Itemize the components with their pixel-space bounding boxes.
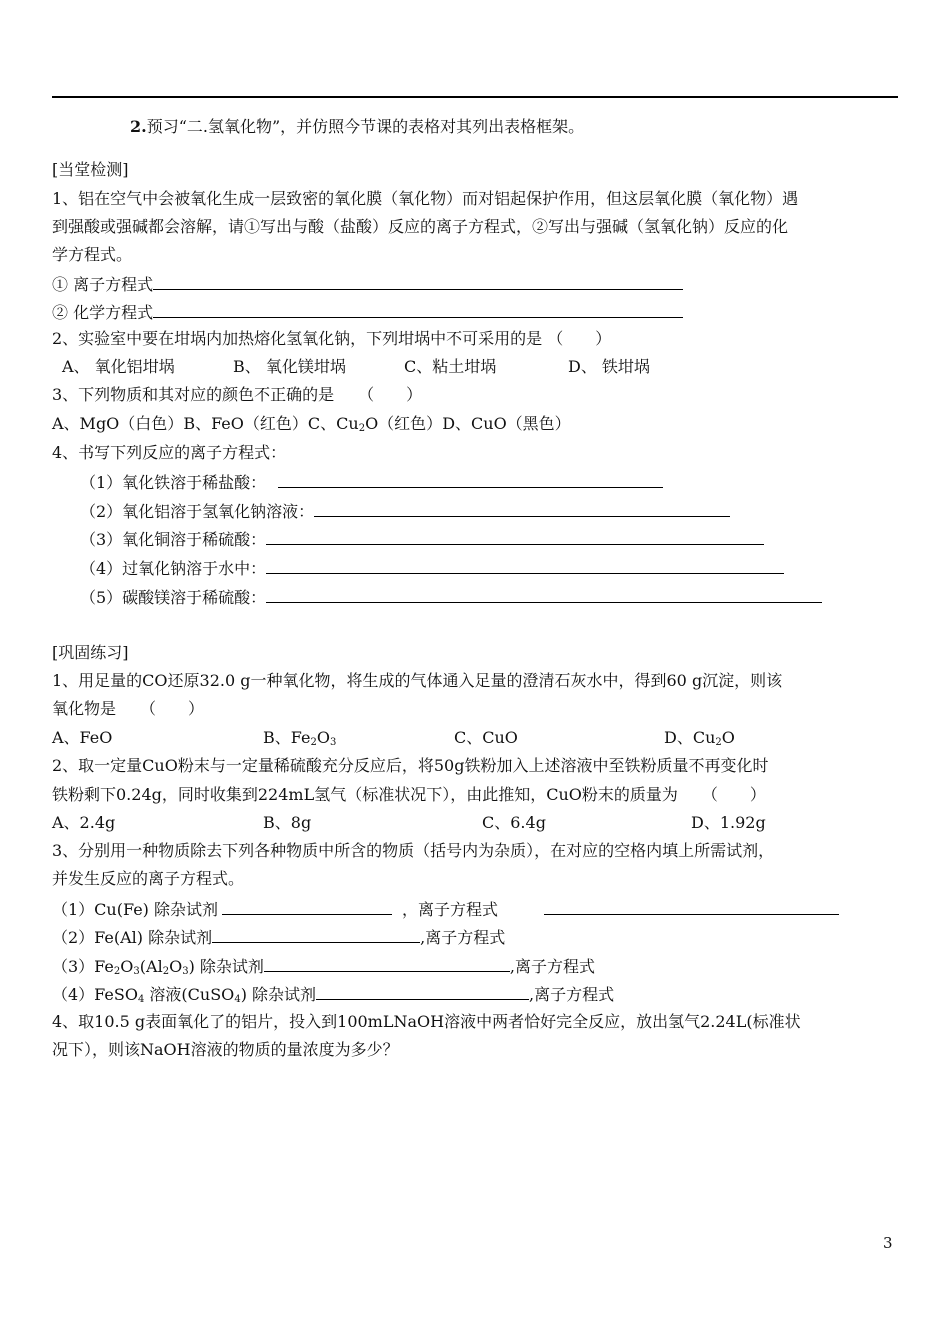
p3-line1: 3、分别用一种物质除去下列各种物质中所含的物质（括号内为杂质），在对应的空格内填上所需试剂， (52, 841, 775, 860)
preview-item (130, 117, 584, 137)
q4-item-4: （4）过氧化钠溶于水中： (80, 557, 784, 579)
answer-blank[interactable] (266, 586, 822, 603)
answer-blank[interactable] (316, 983, 529, 1000)
q4-item-3: （3）氧化铜溶于稀硫酸： (80, 528, 764, 550)
q4-stem: 4、书写下列反应的离子方程式： (52, 443, 287, 462)
answer-blank[interactable] (153, 301, 683, 318)
q1-line1: 1、铝在空气中会被氧化生成一层致密的氧化膜（氧化物）而对铝起保护作用，但这层氧化膜（氧化物）遇 (52, 189, 799, 208)
q2-option-c: C、粘土坩埚 (404, 357, 497, 376)
p3-row-1: （1）Cu(Fe) 除杂试剂 ，离子方程式 (52, 898, 839, 920)
q3-stem: 3、下列物质和其对应的颜色不正确的是 （ ） (52, 385, 423, 404)
p1-option-d: D、$Cu_2O$ (664, 728, 735, 748)
answer-blank[interactable] (266, 528, 764, 545)
p2-option-d: D、1.92g (691, 813, 766, 832)
p3-row-3: $(3)Fe_2O_3(Al_2O_3)$ 除杂试剂 ,离子方程式 (52, 957, 595, 977)
section-title-check: [当堂检测] (52, 160, 129, 179)
p3-row-4: （4）FeSO$_4$ 溶液(CuSO$_4$) 除杂试剂 ,离子方程式 (52, 985, 615, 1005)
q2-option-d: D、 铁坩埚 (568, 357, 650, 376)
answer-blank[interactable] (544, 898, 839, 915)
q3-option-d: D、CuO（黑色） (442, 414, 571, 433)
p2-option-c: C、6.4g (482, 813, 546, 832)
p4-line2: 况下），则该NaOH溶液的物质的量浓度为多少？ (52, 1040, 399, 1059)
page-number: 3 (883, 1234, 893, 1252)
answer-blank[interactable] (278, 471, 663, 488)
p3-row-2: （2）Fe(Al) 除杂试剂 ,离子方程式 (52, 928, 506, 947)
q3-option-c: C、$Cu_2O$（红色） (307, 414, 443, 434)
p1-line2: 氧化物是 （ ） (52, 699, 205, 718)
q3-options (52, 414, 571, 434)
q4-item-2: （2）氧化铝溶于氢氧化钠溶液： (80, 500, 730, 522)
p1-option-a: A、FeO (52, 728, 113, 747)
q1-blank1: ① 离子方程式 (52, 273, 683, 295)
p4-line1: 4、取10.5 g表面氧化了的铝片，投入到100mLNaOH溶液中两者恰好完全反应，放出氢气2.24L(标准状 (52, 1012, 801, 1031)
p2-line1: 2、取一定量CuO粉末与一定量稀硫酸充分反应后，将50g铁粉加入上述溶液中至铁粉质量不再变化时 (52, 756, 769, 775)
p2-option-a: A、2.4g (52, 813, 116, 832)
q3-option-b: B、FeO（红色） (183, 414, 308, 433)
answer-blank[interactable] (264, 955, 510, 972)
q1-blank2: ② 化学方程式 (52, 301, 683, 323)
p1-line1: 1、用足量的CO还原32.0 g一种氧化物，将生成的气体通入足量的澄清石灰水中，得到60 g沉淀，则该 (52, 671, 783, 690)
p2-line2: 铁粉剩下0.24g，同时收集到224mL氢气（标准状况下），由此推知，CuO粉末的质量为 （ ） (52, 785, 766, 804)
q3-option-a: A、MgO（白色） (52, 414, 184, 433)
header-rule (52, 96, 898, 98)
answer-blank[interactable] (222, 898, 392, 915)
q1-line2: 到强酸或强碱都会溶解，请①写出与酸（盐酸）反应的离子方程式，②写出与强碱（氢氧化钠）反应的化 (52, 217, 789, 236)
preview-number: 2. (130, 117, 147, 136)
p2-option-b: B、8g (263, 813, 312, 832)
answer-blank[interactable] (314, 500, 730, 517)
q2-option-a: A、 氧化铝坩埚 (62, 357, 175, 376)
q2-stem: 2、实验室中要在坩埚内加热熔化氢氧化钠，下列坩埚中不可采用的是 （ ） (52, 329, 612, 348)
q4-item-1: （1）氧化铁溶于稀盐酸： (80, 471, 663, 493)
q2-option-b: B、 氧化镁坩埚 (233, 357, 346, 376)
q1-line3: 学方程式。 (52, 245, 133, 264)
p1-option-b: B、$Fe_2O_3$ (263, 728, 337, 748)
p1-option-c: C、CuO (454, 728, 518, 747)
answer-blank[interactable] (212, 926, 420, 943)
answer-blank[interactable] (266, 557, 784, 574)
answer-blank[interactable] (153, 273, 683, 290)
section-title-practice: [巩固练习] (52, 643, 129, 662)
p3-line2: 并发生反应的离子方程式。 (52, 869, 245, 888)
q4-item-5: （5）碳酸镁溶于稀硫酸： (80, 586, 822, 608)
preview-text: 预习“二.氢氧化物”，并仿照今节课的表格对其列出表格框架。 (146, 117, 585, 136)
